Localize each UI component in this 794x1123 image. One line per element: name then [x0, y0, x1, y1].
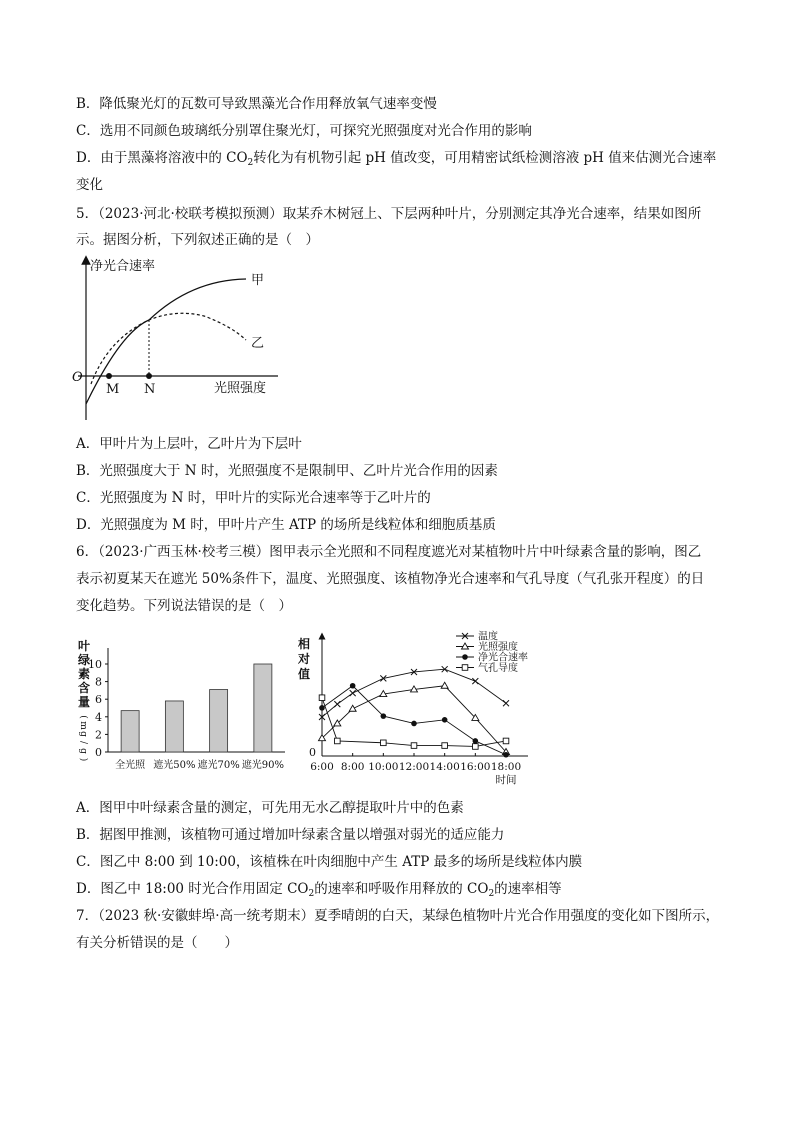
line-series-3-point [503, 752, 509, 758]
q5-origin: O [72, 370, 83, 385]
line-x-tick-label: 6:00 [310, 761, 334, 773]
q5-option-b: B．光照强度大于 N 时，光照强度不是限制甲、乙叶片光合作用的因素 [76, 463, 498, 479]
line-series-1-point [503, 700, 509, 706]
bar-y-tick-label: 4 [95, 710, 102, 724]
q5-option-a: A．甲叶片为上层叶，乙叶片为下层叶 [76, 436, 302, 452]
bar-y-tick-label: 6 [95, 693, 102, 707]
bar-2 [165, 701, 183, 752]
legend-label-1: 温度 [478, 631, 498, 643]
q6-option-d [76, 879, 562, 904]
bar-ylabel-unit-char: ( [78, 715, 88, 719]
legend-label-2: 光照强度 [478, 642, 518, 653]
bar-ylabel-char: 含 [78, 681, 91, 695]
line-x-tick-label: 14:00 [429, 761, 460, 773]
bar-y-tick-label: 2 [95, 728, 102, 742]
q5-point-m [106, 373, 112, 379]
bar-y-tick-label: 10 [88, 658, 102, 671]
line-series-2-point [349, 705, 356, 711]
q5-xlabel: 光照强度 [214, 381, 267, 396]
line-ylabel-char: 相 [298, 637, 311, 651]
bar-y-tick-label: 8 [95, 675, 102, 689]
line-series-4-point [335, 738, 341, 744]
bar-1 [121, 711, 139, 752]
q5-label-yi: 乙 [251, 336, 265, 351]
bar-category-label: 遮光90% [241, 760, 284, 771]
q4-option-b: B．降低聚光灯的瓦数可导致黑藻光合作用释放氧气速率变慢 [76, 96, 437, 112]
bar-ylabel-unit-char: g [78, 748, 88, 754]
q4-option-d-cont: 变化 [76, 177, 103, 193]
legend-label-3: 净光合速率 [478, 652, 528, 664]
q4-option-d-sub: 2 [247, 158, 254, 168]
line-y-zero-label: 0 [309, 746, 316, 759]
line-series-3-point [381, 713, 387, 719]
q5-stem-line2: 示。据图分析，下列叙述正确的是（ ） [76, 232, 319, 248]
q6-line-chart [290, 628, 550, 788]
legend-label-4: 气孔导度 [478, 663, 518, 674]
legend-marker-3 [462, 654, 468, 660]
bar-ylabel-unit-char: g [78, 731, 88, 737]
q6-stem-line1: 6．（2023·广西玉林·校考三模）图甲表示全光照和不同程度遮光对某植物叶片中叶绿素含量的影响，图乙 [76, 544, 702, 560]
q4-option-d-part1: D．由于黑藻将溶液中的 CO [76, 150, 248, 166]
q6-option-b: B．据图甲推测，该植物可通过增加叶绿素含量以增强对弱光的适应能力 [76, 827, 505, 843]
bar-ylabel-unit-char: ) [78, 757, 88, 762]
line-series-3-point [442, 717, 448, 723]
line-x-tick-label: 12:00 [398, 761, 430, 773]
q6-option-a: A．图甲中叶绿素含量的测定，可先用无水乙醇提取叶片中的色素 [76, 800, 464, 816]
q5-ylabel: 净光合速率 [90, 259, 156, 274]
bar-category-label: 遮光50% [153, 760, 196, 771]
q6-option-d-sub2: 2 [488, 889, 495, 899]
line-series-1-point [350, 690, 356, 696]
q6-option-d-part2: 的速率和呼吸作用释放的 CO [314, 881, 489, 897]
q4-option-d [76, 148, 716, 173]
legend-marker-2 [462, 643, 469, 649]
line-ylabel-char: 值 [298, 667, 311, 681]
bar-ylabel-char: 叶 [78, 639, 91, 653]
line-ylabel-char: 对 [298, 652, 311, 666]
q5-point-n [146, 373, 152, 379]
bar-category-label: 遮光70% [197, 760, 240, 771]
line-x-tick-label: 10:00 [368, 761, 399, 773]
q4-option-c: C．选用不同颜色玻璃纸分别罩住聚光灯，可探究光照强度对光合作用的影响 [76, 123, 532, 139]
q5-label-n: N [144, 382, 156, 397]
line-series-4-point [442, 743, 448, 749]
line-series-1-point [472, 678, 478, 684]
line-series-3-point [473, 738, 479, 744]
line-series-4-point [503, 738, 509, 744]
line-series-4-point [411, 743, 417, 749]
line-series-3-point [350, 683, 356, 689]
line-x-tick-label: 8:00 [340, 761, 365, 773]
q7-stem-line1: 7．（2023 秋·安徽蚌埠·高一统考期末）夏季晴朗的白天，某绿色植物叶片光合作用强度的变化如下图所示， [76, 908, 720, 924]
bar-ylabel-char: 绿 [78, 653, 91, 667]
bar-3 [210, 690, 228, 752]
q5-option-d: D．光照强度为 M 时，甲叶片产生 ATP 的场所是线粒体和细胞质基质 [76, 517, 496, 533]
q7-stem-line2: 有关分析错误的是（ ） [76, 935, 238, 951]
bar-ylabel-unit-char: m [78, 721, 88, 730]
line-series-4-point [473, 744, 479, 750]
line-x-tick-label: 16:00 [460, 761, 491, 773]
q6-stem-line2: 表示初夏某天在遮光 50%条件下，温度、光照强度、该植物净光合速率和气孔导度（气孔张开程度）的日 [76, 571, 705, 587]
bar-ylabel-char: 量 [78, 695, 91, 709]
line-series-3-point [319, 705, 325, 711]
q6-stem-line3: 变化趋势。下列说法错误的是（ ） [76, 598, 292, 614]
bar-ylabel-char: 素 [78, 667, 91, 681]
q5-stem-line1: 5．（2023·河北·校联考模拟预测）取某乔木树冠上、下层两种叶片，分别测定其净光合速率，结果如图所 [76, 206, 702, 222]
q5-option-c: C．光照强度为 N 时，甲叶片的实际光合速率等于乙叶片的 [76, 490, 431, 506]
bar-ylabel-unit-char: / [78, 740, 88, 745]
q5-curve-yi [91, 313, 246, 384]
line-x-tick-label: 18:00 [490, 761, 522, 773]
q6-option-d-sub1: 2 [308, 889, 315, 899]
q5-label-jia: 甲 [251, 273, 265, 288]
line-series-4-point [319, 695, 325, 701]
q5-label-m: M [106, 382, 120, 397]
bar-4 [254, 664, 272, 752]
q6-option-d-part1: D．图乙中 18:00 时光合作用固定 CO [76, 881, 309, 897]
line-series-1-point [334, 701, 340, 707]
q6-option-c: C．图乙中 8:00 到 10:00，该植株在叶肉细胞中产生 ATP 最多的场所是线粒体内膜 [76, 854, 583, 870]
bar-category-label: 全光照 [115, 760, 146, 771]
q4-option-d-part2: 转化为有机物引起 pH 值改变，可用精密试纸检测溶液 pH 值来估测光合速率 [253, 150, 717, 166]
legend-marker-4 [462, 665, 468, 671]
line-series-4-point [381, 740, 387, 746]
line-series-2-point [441, 682, 448, 688]
bar-y-tick-label: 0 [95, 746, 102, 759]
q6-bar-chart [70, 634, 290, 784]
line-series-3-point [411, 721, 417, 727]
q6-option-d-part3: 的速率相等 [494, 881, 562, 897]
line-xlabel: 时间 [495, 774, 517, 786]
q5-figure [66, 254, 286, 424]
